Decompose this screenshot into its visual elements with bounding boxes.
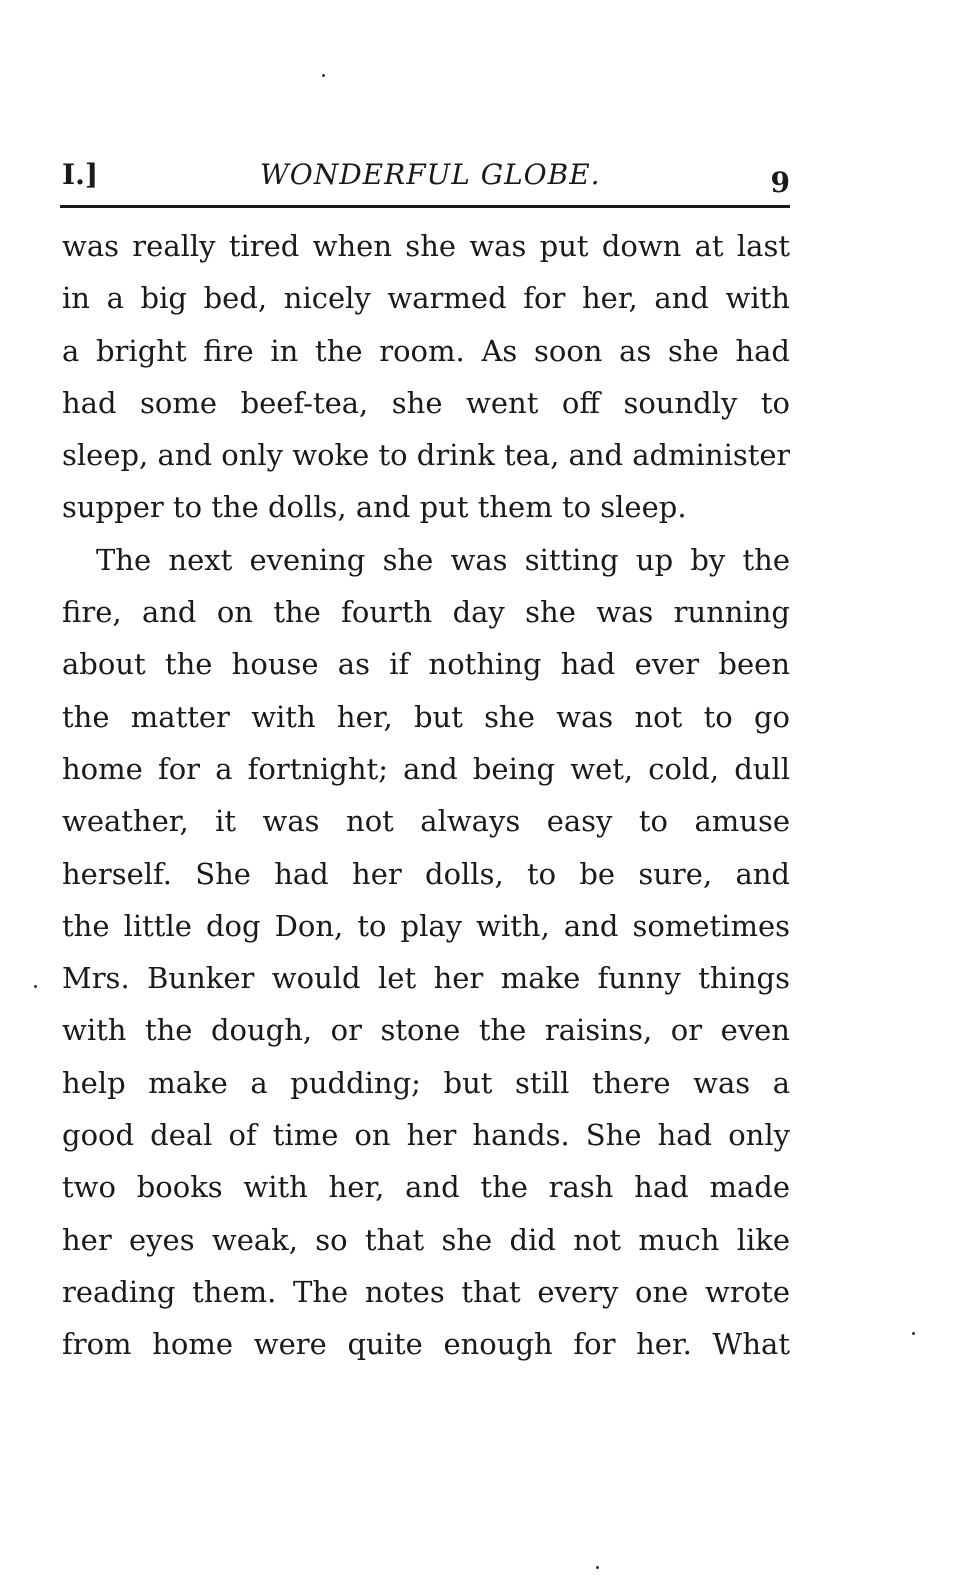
header-rule <box>60 205 790 208</box>
print-speck <box>912 1332 915 1335</box>
text-line: help make a pudding; but still there was a <box>62 1065 790 1100</box>
text-line: about the house as if nothing had ever been <box>62 647 790 682</box>
text-line: sleep, and only woke to drink tea, and administer <box>62 438 790 473</box>
text-line: from home were quite enough for her. What <box>62 1327 790 1362</box>
text-line: supper to the dolls, and put them to sleep. <box>62 490 687 525</box>
text-line: The next evening she was sitting up by the <box>96 542 790 577</box>
print-speck <box>322 74 325 77</box>
text-line: her eyes weak, so that she did not much like <box>62 1222 790 1257</box>
print-speck <box>596 1566 599 1569</box>
text-line: fire, and on the fourth day she was running <box>62 595 790 630</box>
page-number: 9 <box>770 166 790 199</box>
text-line: the matter with her, but she was not to go <box>62 699 790 734</box>
text-line: two books with her, and the rash had made <box>62 1170 790 1205</box>
text-line: in a big bed, nicely warmed for her, and with <box>62 281 790 316</box>
text-line: good deal of time on her hands. She had only <box>62 1118 790 1153</box>
print-speck <box>34 985 37 988</box>
text-line: was really tired when she was put down at last <box>62 229 790 263</box>
text-line: Mrs. Bunker would let her make funny things <box>62 961 790 996</box>
text-line: had some beef-tea, she went off soundly to <box>62 385 790 420</box>
chapter-number: I.] <box>62 158 99 191</box>
text-line: home for a fortnight; and being wet, cold, dull <box>62 751 790 786</box>
text-line: the little dog Don, to play with, and sometimes <box>62 908 790 943</box>
running-title: WONDERFUL GLOBE. <box>260 158 601 191</box>
text-line: herself. She had her dolls, to be sure, and <box>62 856 790 891</box>
running-header <box>62 152 790 199</box>
text-line: with the dough, or stone the raisins, or even <box>62 1013 790 1048</box>
text-line: a bright fire in the room. As soon as she had <box>62 333 790 368</box>
text-line: reading them. The notes that every one wrote <box>62 1274 790 1309</box>
body-text <box>62 220 790 1371</box>
text-line: weather, it was not always easy to amuse <box>62 804 790 839</box>
